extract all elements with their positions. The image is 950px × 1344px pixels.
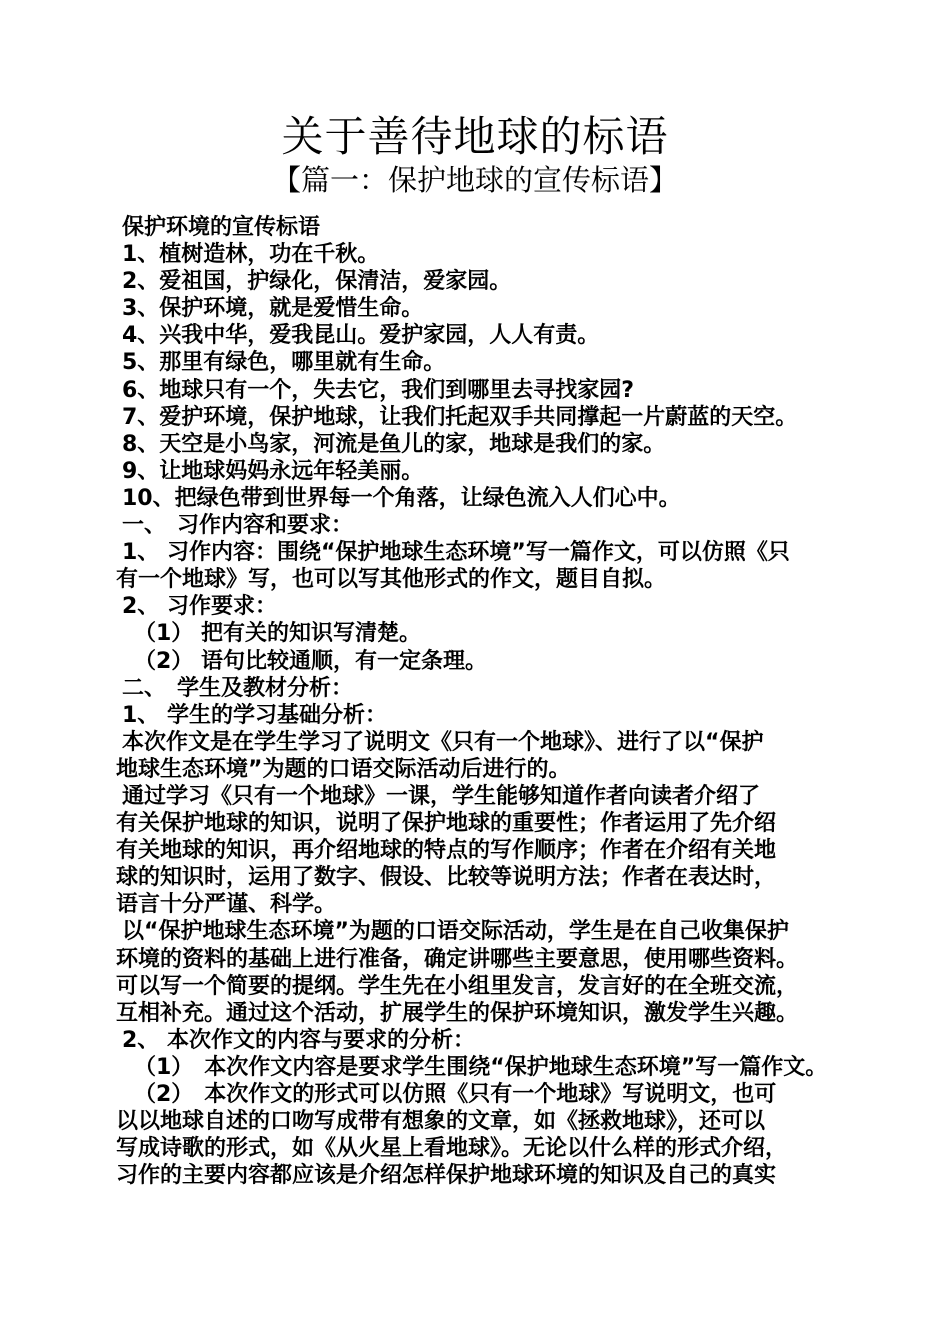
- text-line: 2、 本次作文的内容与要求的分析：: [122, 1027, 475, 1053]
- text-line: （2） 语句比较通顺，有一定条理。: [134, 648, 487, 674]
- text-line: 互相补充。通过这个活动，扩展学生的保护环境知识，激发学生兴趣。: [116, 1000, 799, 1026]
- text-line: 2、 习作要求：: [122, 594, 277, 620]
- text-line: 以“保护地球生态环境”为题的口语交际活动，学生是在自己收集保护: [122, 919, 789, 945]
- text-line: 球的知识时，运用了数字、假设、比较等说明方法；作者在表达时，: [116, 865, 777, 891]
- text-line: 1、 习作内容：围绕“保护地球生态环境”写一篇作文，可以仿照《只: [122, 540, 790, 566]
- text-line: 3、保护环境，就是爱惜生命。: [122, 296, 424, 322]
- text-line: 写成诗歌的形式，如《从火星上看地球》。无论以什么样的形式介绍，: [116, 1136, 788, 1162]
- document-subtitle: 【篇一：保护地球的宣传标语】: [271, 163, 678, 197]
- document-title: 关于善待地球的标语: [281, 112, 669, 161]
- text-line: 1、 学生的学习基础分析：: [122, 702, 387, 728]
- text-line: 6、地球只有一个，失去它，我们到哪里去寻找家园?: [122, 377, 635, 403]
- text-line: 5、那里有绿色，哪里就有生命。: [122, 350, 446, 376]
- text-line: 通过学习《只有一个地球》一课，学生能够知道作者向读者介绍了: [122, 783, 761, 809]
- text-line: 4、兴我中华，爱我昆山。爱护家园，人人有责。: [122, 323, 600, 349]
- text-line: 地球生态环境”为题的口语交际活动后进行的。: [116, 756, 571, 782]
- text-line: （1） 本次作文内容是要求学生围绕“保护地球生态环境”写一篇作文。: [134, 1054, 828, 1080]
- text-line: 语言十分严谨、科学。: [116, 892, 337, 918]
- document-body: [116, 214, 856, 1189]
- text-line: 9、让地球妈妈永远年轻美丽。: [122, 458, 424, 484]
- text-line: 习作的主要内容都应该是介绍怎样保护地球环境的知识及自己的真实: [116, 1163, 777, 1189]
- text-line: 2、爱祖国，护绿化，保清洁，爱家园。: [122, 269, 512, 295]
- text-line: 7、爱护环境，保护地球，让我们托起双手共同撑起一片蔚蓝的天空。: [122, 404, 798, 430]
- text-line: 环境的资料的基础上进行准备，确定讲哪些主要意思，使用哪些资料。: [116, 946, 799, 972]
- text-line: （1） 把有关的知识写清楚。: [134, 621, 421, 647]
- text-line: 有关地球的知识，再介绍地球的特点的写作顺序；作者在介绍有关地: [116, 838, 777, 864]
- text-line: 1、植树造林，功在千秋。: [122, 242, 380, 268]
- text-line: 8、天空是小鸟家，河流是鱼儿的家，地球是我们的家。: [122, 431, 666, 457]
- text-line: 保护环境的宣传标语: [122, 215, 321, 240]
- text-line: （2） 本次作文的形式可以仿照《只有一个地球》写说明文，也可: [134, 1082, 777, 1107]
- section-heading: 二、 学生及教材分析：: [122, 675, 354, 701]
- text-line: 10、把绿色带到世界每一个角落，让绿色流入人们心中。: [122, 485, 681, 511]
- text-line: 有一个地球》写，也可以写其他形式的作文，题目自拟。: [116, 567, 667, 593]
- text-line: 有关保护地球的知识，说明了保护地球的重要性；作者运用了先介绍: [116, 811, 777, 837]
- text-line: 以以地球自述的口吻写成带有想象的文章，如《拯救地球》，还可以: [116, 1109, 766, 1135]
- text-line: 可以写一个简要的提纲。学生先在小组里发言，发言好的在全班交流，: [116, 973, 799, 999]
- section-heading: 一、 习作内容和要求：: [122, 513, 354, 539]
- text-line: 本次作文是在学生学习了说明文《只有一个地球》、进行了以“保护: [122, 729, 764, 755]
